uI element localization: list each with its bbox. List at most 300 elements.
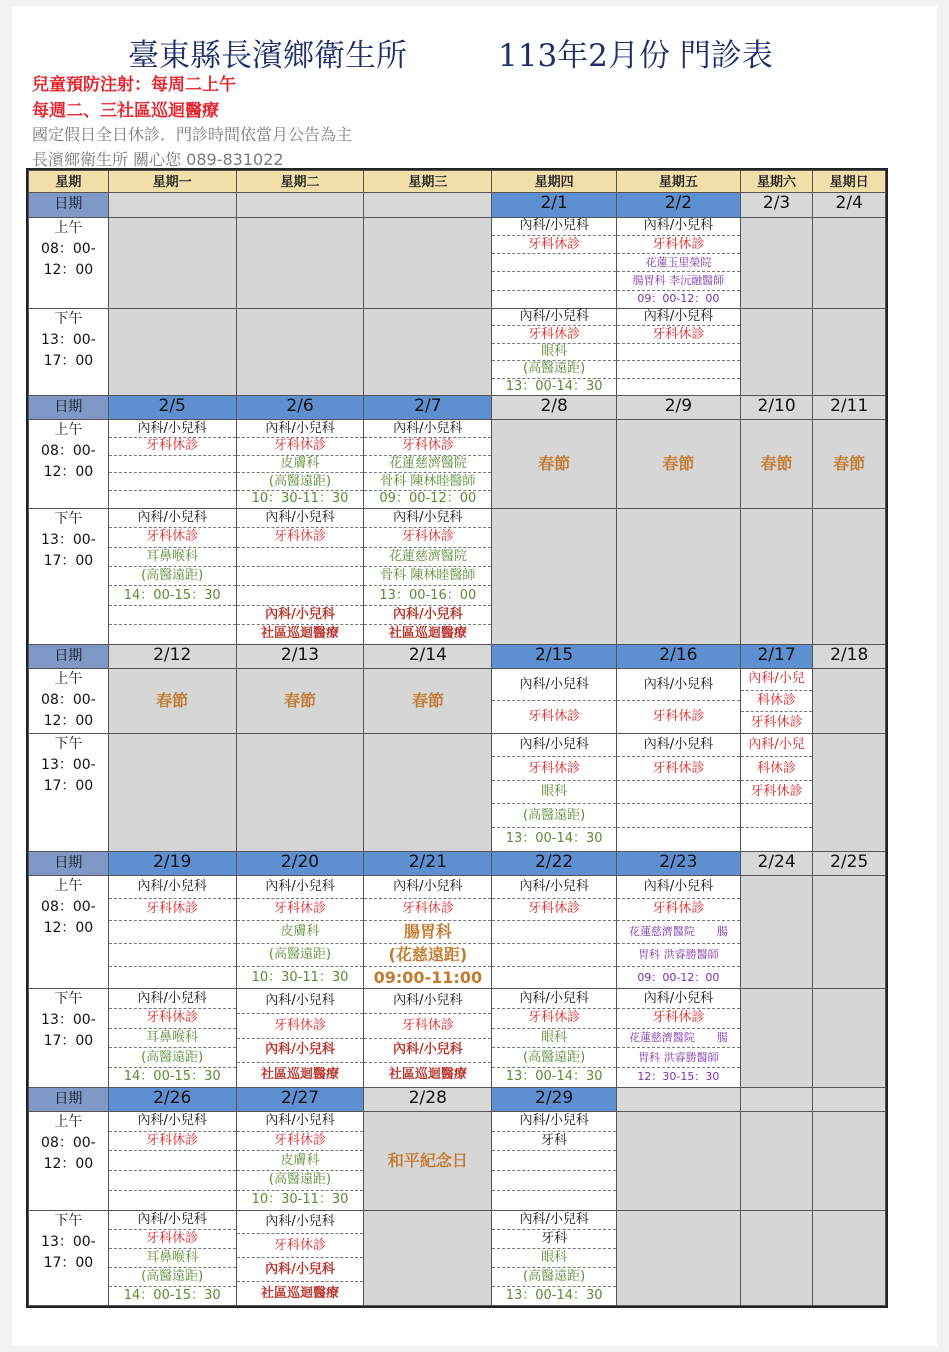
service-line: 牙科休診 — [492, 236, 616, 254]
service-line: 牙科休診 — [237, 899, 364, 922]
service-line: 內科/小兒科 — [237, 989, 364, 1014]
schedule-cell-sun-am — [813, 668, 886, 733]
schedule-cell-tue-am — [236, 420, 364, 508]
service-line: 內科/小兒科 — [237, 876, 364, 899]
service-line: 內科/小兒科 — [364, 606, 491, 625]
am-time-text: 08：00- — [41, 443, 96, 460]
service-line: 內科/小兒科 — [617, 669, 740, 701]
service-line: 13：00-14：30 — [505, 1069, 603, 1085]
service-line: (高醫遠距) — [109, 567, 236, 586]
service-line: 內科/小兒科 — [109, 509, 236, 528]
date-cell-tue: 2/13 — [236, 644, 364, 668]
schedule-cell-mon-am — [108, 1112, 236, 1210]
am-row — [29, 668, 886, 733]
service-line: (花慈遠距) — [364, 944, 491, 967]
service-line: 內科/小兒科 — [109, 876, 236, 899]
weekday-mon: 星期一 — [108, 171, 236, 193]
pm-row — [29, 508, 886, 644]
date-row — [29, 1087, 886, 1111]
service-line: (高醫遠距) — [492, 361, 616, 378]
date-label: 日期 — [29, 193, 109, 217]
weekday-sun: 星期日 — [813, 171, 886, 193]
service-line: 牙科休診 — [237, 1234, 364, 1258]
date-cell-thu: 2/15 — [492, 644, 617, 668]
service-line: (高醫遠距) — [492, 1268, 616, 1287]
schedule-page — [12, 6, 937, 1346]
date-cell-wed — [364, 193, 492, 217]
weekday-header-row — [29, 171, 886, 193]
schedule-cell-thu-pm — [492, 1210, 617, 1306]
holiday-text: 春節 — [538, 454, 571, 474]
service-line: 社區巡迴醫療 — [388, 1067, 467, 1082]
pm-time-text: 13：00- — [41, 331, 96, 348]
schedule-cell-fri-pm — [617, 308, 741, 395]
pm-row — [29, 1210, 886, 1306]
schedule-cell-thu-am — [492, 420, 617, 508]
schedule-cell-sun-pm — [813, 989, 886, 1087]
service-line — [741, 804, 813, 828]
service-line: 牙科休診 — [237, 1132, 364, 1152]
date-cell-sat: 2/24 — [740, 851, 813, 875]
am-time-label — [29, 420, 109, 508]
service-line: 牙科休診 — [109, 528, 236, 547]
schedule-cell-tue-pm — [236, 308, 364, 395]
service-line: 骨科 陳林睦醫師 — [364, 473, 491, 491]
am-row — [29, 217, 886, 308]
service-line: 骨科 陳林睦醫師 — [364, 567, 491, 586]
service-line: 牙科休診 — [109, 1009, 236, 1029]
service-line: 牙科休診 — [364, 1014, 491, 1039]
service-line: 牙科休診 — [109, 899, 236, 922]
service-line — [109, 606, 236, 625]
community-care-note: 每週二、三社區巡迴醫療 — [32, 101, 219, 121]
service-line: 花蓮慈濟醫院 — [364, 456, 491, 474]
schedule-cell-thu-pm — [492, 308, 617, 395]
service-line: 牙科休診 — [617, 757, 740, 781]
service-line — [741, 828, 813, 851]
service-line: 13：00-14：30 — [505, 831, 603, 847]
page-header — [12, 6, 937, 170]
date-cell-sat: 2/3 — [740, 193, 813, 217]
date-cell-thu: 2/1 — [492, 193, 617, 217]
am-time-text: 上午 — [54, 1114, 83, 1131]
service-line: 胃科 洪睿勝醫師 — [617, 1048, 740, 1068]
am-time-label — [29, 1112, 109, 1210]
service-line — [617, 379, 740, 395]
schedule-cell-mon-pm — [108, 733, 236, 851]
service-line: 內科/小兒科 — [492, 669, 616, 701]
service-line: 科休診 — [741, 691, 813, 713]
holiday-text: 春節 — [833, 454, 866, 474]
am-time-text: 上午 — [54, 219, 83, 236]
date-cell-sun: 2/18 — [813, 644, 886, 668]
service-line: 10：30-11：30 — [251, 969, 349, 985]
service-line: 牙科休診 — [741, 781, 813, 805]
schedule-cell-wed-pm — [364, 989, 492, 1087]
service-line — [617, 361, 740, 378]
service-line — [492, 254, 616, 272]
service-line — [617, 344, 740, 361]
am-row — [29, 875, 886, 989]
service-line: 眼科 — [492, 1249, 616, 1268]
service-line — [492, 1171, 616, 1191]
date-cell-tue — [236, 193, 364, 217]
schedule-cell-sat-am — [740, 420, 813, 508]
date-cell-thu: 2/8 — [492, 396, 617, 420]
date-cell-sat: 2/17 — [740, 644, 813, 668]
holiday-note: 國定假日全日休診．門診時間依當月公告為主 — [32, 125, 353, 144]
am-row — [29, 1112, 886, 1210]
service-line: 09：00-12：00 — [637, 970, 720, 984]
schedule-cell-sat-pm — [740, 733, 813, 851]
weekday-sat: 星期六 — [740, 171, 813, 193]
service-line — [492, 291, 616, 308]
service-line — [109, 967, 236, 989]
service-line — [492, 1151, 616, 1171]
schedule-cell-mon-am — [108, 875, 236, 989]
service-line: 09:00-11:00 — [373, 967, 483, 987]
schedule-cell-fri-am — [617, 1112, 741, 1210]
pm-time-text: 下午 — [54, 1212, 83, 1229]
schedule-cell-sat-am — [740, 1112, 813, 1210]
schedule-cell-sun-am — [813, 1112, 886, 1210]
schedule-cell-wed-am — [364, 217, 492, 308]
service-line: 牙科休診 — [364, 899, 491, 922]
date-cell-tue: 2/20 — [236, 851, 364, 875]
service-line: 內科/小兒科 — [492, 218, 616, 236]
service-line: (高醫遠距) — [237, 944, 364, 967]
am-time-text: 08：00- — [41, 240, 96, 257]
service-line: 牙科休診 — [492, 1009, 616, 1029]
service-line — [109, 473, 236, 491]
am-time-text: 08：00- — [41, 1135, 96, 1152]
pm-row — [29, 733, 886, 851]
service-line: 牙科休診 — [617, 326, 740, 343]
am-time-text: 12：00 — [43, 712, 94, 729]
date-cell-mon: 2/5 — [108, 396, 236, 420]
am-time-text: 12：00 — [43, 261, 94, 278]
date-cell-sun: 2/11 — [813, 396, 886, 420]
schedule-cell-thu-am — [492, 875, 617, 989]
date-cell-sat — [740, 1087, 813, 1111]
service-line: 科休診 — [741, 757, 813, 781]
service-line: 牙科 — [492, 1132, 616, 1152]
date-cell-sun — [813, 1087, 886, 1111]
service-line: 09：00-12：00 — [637, 292, 720, 306]
service-line: 牙科休診 — [364, 438, 491, 456]
service-line — [109, 491, 236, 508]
pm-time-text: 13：00- — [41, 531, 96, 548]
holiday-text: 春節 — [411, 690, 444, 710]
date-row — [29, 851, 886, 875]
date-row — [29, 396, 886, 420]
service-line: 牙科休診 — [492, 899, 616, 922]
schedule-cell-wed-pm — [364, 733, 492, 851]
schedule-cell-tue-am — [236, 668, 364, 733]
service-line: 內科/小兒科 — [237, 509, 364, 528]
service-line: 耳鼻喉科 — [109, 1249, 236, 1268]
schedule-cell-fri-am — [617, 217, 741, 308]
holiday-text: 春節 — [760, 454, 793, 474]
service-line — [237, 586, 364, 605]
date-cell-sat: 2/10 — [740, 396, 813, 420]
service-line: 內科/小兒科 — [109, 1112, 236, 1132]
service-line: 13：00-14：30 — [505, 1287, 603, 1303]
am-time-text: 12：00 — [43, 464, 94, 481]
pm-time-text: 下午 — [54, 991, 83, 1008]
service-line: 牙科休診 — [237, 528, 364, 547]
service-line: 14：00-15：30 — [109, 586, 236, 605]
am-time-label — [29, 217, 109, 308]
date-cell-thu: 2/22 — [492, 851, 617, 875]
weekday-wed: 星期三 — [364, 171, 492, 193]
service-line — [109, 625, 236, 643]
service-line: 花蓮慈濟醫院 腸 — [617, 1029, 740, 1049]
schedule-cell-tue-pm — [236, 1210, 364, 1306]
am-time-text: 12：00 — [43, 919, 94, 936]
pm-time-text: 17：00 — [43, 1254, 94, 1271]
service-line: 牙科休診 — [364, 528, 491, 547]
service-line: 內科/小兒 — [741, 734, 813, 758]
service-line: 花蓮玉里榮院 — [617, 254, 740, 272]
schedule-cell-wed-am — [364, 875, 492, 989]
pm-time-text: 17：00 — [43, 552, 94, 569]
service-line: 內科/小兒科 — [492, 989, 616, 1009]
service-line: 牙科休診 — [528, 709, 581, 725]
schedule-cell-sat-pm — [740, 1210, 813, 1306]
service-line: 內科/小兒科 — [492, 734, 616, 758]
service-line — [109, 456, 236, 474]
schedule-cell-fri-pm — [617, 733, 741, 851]
service-line — [492, 944, 616, 967]
pm-row — [29, 989, 886, 1087]
service-line — [492, 967, 616, 989]
date-label: 日期 — [29, 1087, 109, 1111]
schedule-cell-sat-am — [740, 875, 813, 989]
schedule-cell-wed-pm — [364, 1210, 492, 1306]
service-line: 牙科休診 — [492, 757, 616, 781]
service-line: 牙科休診 — [109, 1132, 236, 1152]
date-label: 日期 — [29, 644, 109, 668]
date-cell-fri: 2/2 — [617, 193, 741, 217]
am-time-text: 上午 — [54, 422, 83, 439]
service-line: 皮膚科 — [237, 921, 364, 944]
schedule-cell-mon-pm — [108, 1210, 236, 1306]
schedule-cell-sat-pm — [740, 508, 813, 644]
schedule-cell-mon-am — [108, 217, 236, 308]
schedule-cell-fri-am — [617, 420, 741, 508]
contact-note: 長濱鄉衛生所 關心您 089-831022 — [32, 150, 284, 169]
schedule-cell-sun-pm — [813, 508, 886, 644]
service-line: 內科/小兒科 — [492, 876, 616, 899]
schedule-cell-thu-pm — [492, 989, 617, 1087]
service-line: 內科/小兒科 — [364, 989, 491, 1014]
service-line: 內科/小兒科 — [617, 876, 740, 899]
service-line: 牙科休診 — [617, 1009, 740, 1029]
vaccination-note: 兒童預防注射：每周二上午 — [32, 75, 236, 95]
date-cell-mon: 2/19 — [108, 851, 236, 875]
service-line — [617, 781, 740, 805]
pm-time-text: 13：00- — [41, 1012, 96, 1029]
date-cell-fri: 2/23 — [617, 851, 741, 875]
schedule-cell-thu-pm — [492, 733, 617, 851]
schedule-cell-sun-pm — [813, 308, 886, 395]
service-line: 皮膚科 — [237, 456, 364, 474]
service-line: 09：00-12：00 — [379, 491, 477, 507]
service-line: (高醫遠距) — [237, 473, 364, 491]
service-line: 內科/小兒科 — [492, 309, 616, 326]
service-line: 13：00-14：30 — [505, 378, 603, 394]
schedule-cell-sat-am — [740, 217, 813, 308]
am-time-text: 08：00- — [41, 691, 96, 708]
service-line — [237, 567, 364, 586]
date-cell-mon: 2/12 — [108, 644, 236, 668]
holiday-text: 春節 — [284, 690, 317, 710]
service-line: 內科/小兒科 — [364, 420, 491, 438]
service-line: 內科/小兒科 — [617, 218, 740, 236]
schedule-cell-tue-am — [236, 217, 364, 308]
date-cell-sun: 2/4 — [813, 193, 886, 217]
schedule-cell-sun-am — [813, 217, 886, 308]
date-cell-wed: 2/28 — [364, 1087, 492, 1111]
service-line: 眼科 — [492, 781, 616, 805]
schedule-cell-tue-pm — [236, 508, 364, 644]
service-line — [492, 921, 616, 944]
service-line: 耳鼻喉科 — [109, 1029, 236, 1049]
am-time-label — [29, 668, 109, 733]
service-line: 內科/小兒科 — [237, 606, 364, 625]
schedule-cell-thu-am — [492, 1112, 617, 1210]
service-line: 13：00-16：00 — [364, 586, 491, 605]
am-time-text: 12：00 — [43, 1156, 94, 1173]
service-line: 內科/小兒科 — [109, 420, 236, 438]
date-cell-tue: 2/6 — [236, 396, 364, 420]
service-line: 10：30-11：30 — [251, 1192, 349, 1208]
date-label: 日期 — [29, 396, 109, 420]
schedule-cell-wed-pm — [364, 308, 492, 395]
schedule-cell-tue-am — [236, 1112, 364, 1210]
schedule-cell-fri-am — [617, 668, 741, 733]
schedule-cell-thu-pm — [492, 508, 617, 644]
pm-time-label — [29, 989, 109, 1087]
date-cell-wed: 2/7 — [364, 396, 492, 420]
service-line: 社區巡迴醫療 — [388, 626, 467, 642]
schedule-cell-sat-am — [740, 668, 813, 733]
pm-time-label — [29, 508, 109, 644]
am-time-label — [29, 875, 109, 989]
holiday-text: 和平紀念日 — [387, 1150, 468, 1170]
service-line: 牙科休診 — [492, 326, 616, 343]
service-line: 內科/小兒科 — [237, 1112, 364, 1132]
schedule-cell-mon-am — [108, 668, 236, 733]
pm-row — [29, 308, 886, 395]
service-line: 牙科休診 — [237, 1014, 364, 1039]
date-row — [29, 193, 886, 217]
service-line: 社區巡迴醫療 — [261, 1067, 340, 1082]
schedule-cell-mon-am — [108, 420, 236, 508]
schedule-cell-fri-pm — [617, 1210, 741, 1306]
service-line: 眼科 — [492, 344, 616, 361]
date-cell-thu: 2/29 — [492, 1087, 617, 1111]
service-line: 內科/小兒科 — [109, 1211, 236, 1230]
schedule-cell-tue-pm — [236, 733, 364, 851]
pm-time-text: 下午 — [54, 735, 83, 752]
weekday-tue: 星期二 — [236, 171, 364, 193]
date-cell-mon: 2/26 — [108, 1087, 236, 1111]
schedule-cell-thu-am — [492, 668, 617, 733]
service-line — [109, 1151, 236, 1171]
weekday-thu: 星期四 — [492, 171, 617, 193]
service-line: 社區巡迴醫療 — [261, 626, 340, 642]
service-line: 皮膚科 — [237, 1151, 364, 1171]
service-line: (高醫遠距) — [492, 1048, 616, 1068]
service-line: 內科/小兒科 — [237, 420, 364, 438]
date-cell-mon — [108, 193, 236, 217]
clinic-title: 臺東縣長濱鄉衛生所 — [128, 38, 407, 74]
schedule-cell-mon-pm — [108, 989, 236, 1087]
service-line: 12：30-15：30 — [637, 1070, 720, 1084]
service-line: 內科/小兒科 — [364, 876, 491, 899]
service-line: 牙科休診 — [617, 236, 740, 254]
schedule-cell-wed-am — [364, 668, 492, 733]
service-line: 牙科休診 — [652, 709, 705, 725]
am-time-text: 上午 — [54, 877, 83, 894]
date-label: 日期 — [29, 851, 109, 875]
pm-time-text: 17：00 — [43, 777, 94, 794]
date-cell-fri — [617, 1087, 741, 1111]
service-line: 內科/小兒科 — [109, 989, 236, 1009]
schedule-cell-tue-am — [236, 875, 364, 989]
schedule-cell-wed-am — [364, 420, 492, 508]
date-cell-wed: 2/21 — [364, 851, 492, 875]
schedule-cell-thu-am — [492, 217, 617, 308]
date-cell-wed: 2/14 — [364, 644, 492, 668]
date-cell-fri: 2/16 — [617, 644, 741, 668]
holiday-text: 春節 — [156, 690, 189, 710]
schedule-cell-sat-pm — [740, 308, 813, 395]
service-line: 內科/小兒科 — [237, 1039, 364, 1064]
date-cell-tue: 2/27 — [236, 1087, 364, 1111]
pm-time-label — [29, 1210, 109, 1306]
service-line: 內科/小兒科 — [617, 989, 740, 1009]
schedule-cell-mon-pm — [108, 308, 236, 395]
schedule-cell-sat-pm — [740, 989, 813, 1087]
am-time-text: 上午 — [54, 670, 83, 687]
pm-time-label — [29, 733, 109, 851]
service-line: 牙科休診 — [109, 1230, 236, 1249]
weekday-label: 星期 — [29, 171, 109, 193]
service-line: 14：00-15：30 — [123, 1069, 221, 1085]
pm-time-text: 17：00 — [43, 352, 94, 369]
service-line — [109, 1191, 236, 1210]
pm-time-label — [29, 308, 109, 395]
service-line: 內科/小兒科 — [617, 734, 740, 758]
date-cell-sun: 2/25 — [813, 851, 886, 875]
service-line: (高醫遠距) — [492, 804, 616, 828]
schedule-cell-fri-am — [617, 875, 741, 989]
date-cell-fri: 2/9 — [617, 396, 741, 420]
service-line: 內科/小兒科 — [617, 309, 740, 326]
schedule-cell-fri-pm — [617, 989, 741, 1087]
pm-time-text: 下午 — [54, 510, 83, 527]
holiday-text: 春節 — [662, 454, 695, 474]
service-line: 內科/小兒 — [741, 669, 813, 691]
am-time-text: 08：00- — [41, 898, 96, 915]
pm-time-text: 13：00- — [41, 1233, 96, 1250]
service-line: (高醫遠距) — [237, 1171, 364, 1191]
service-line — [109, 921, 236, 944]
service-line: (高醫遠距) — [109, 1048, 236, 1068]
